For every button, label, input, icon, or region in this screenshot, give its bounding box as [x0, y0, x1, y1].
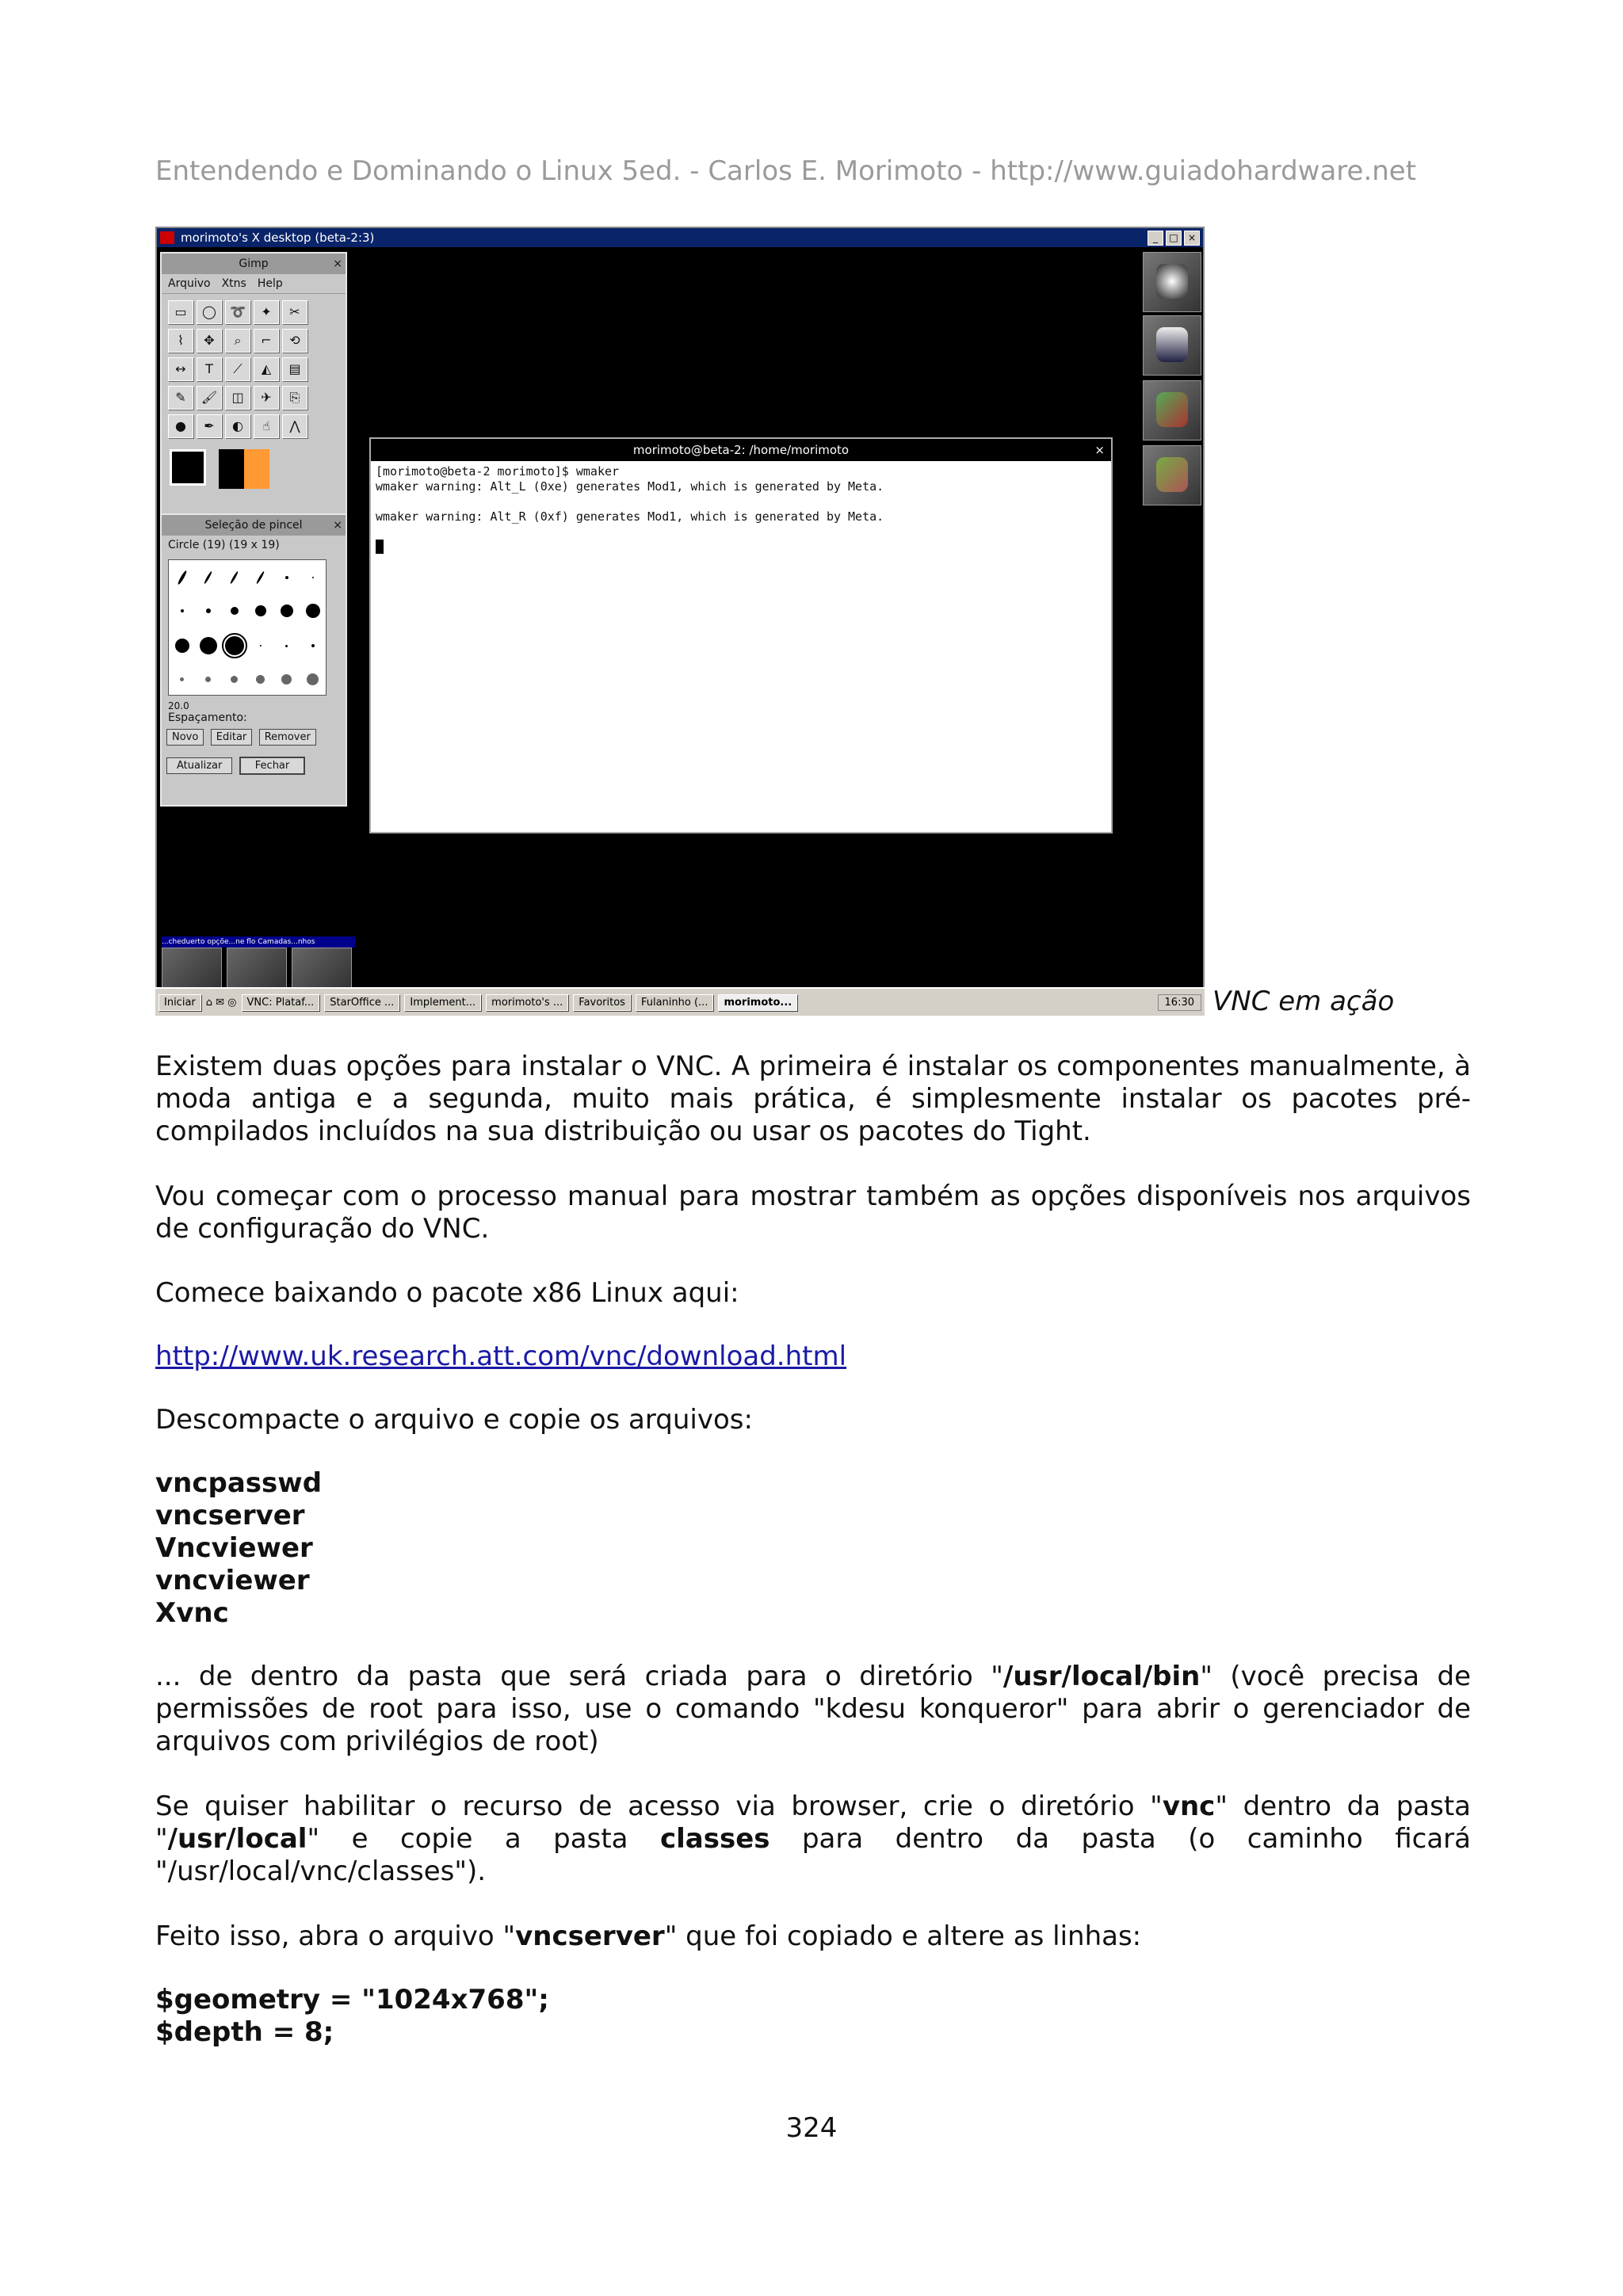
- bucket-icon[interactable]: ◭: [254, 357, 279, 381]
- gimp-menu-arquivo[interactable]: Arquivo: [168, 277, 211, 290]
- gimp-menu: [162, 274, 346, 294]
- window-controls: [1148, 231, 1200, 246]
- figure-caption: VNC em ação: [1212, 986, 1395, 1017]
- gimp-title: Gimp ×: [162, 254, 346, 274]
- download-link[interactable]: http://www.uk.research.att.com/vnc/download.html: [155, 1341, 847, 1372]
- paragraph: Comece baixando o pacote x86 Linux aqui:: [155, 1277, 739, 1309]
- flip-icon[interactable]: ↔: [168, 357, 193, 381]
- gimp-menu-help[interactable]: Help: [257, 277, 283, 290]
- paragraph: Feito isso, abra o arquivo "vncserver" que foi copiado e altere as linhas:: [155, 1920, 1142, 1952]
- spacing-value: 20.0: [168, 700, 189, 711]
- terminal-window: [369, 437, 1113, 833]
- paragraph: Se quiser habilitar o recurso de acesso via browser, crie o diretório "vnc" dentro da pasta "/usr/local" e copie a pasta classes para dentro da pasta (o caminho ficará "/usr/local/vnc/classes").: [155, 1791, 1471, 1887]
- maximize-icon[interactable]: □: [1166, 231, 1182, 246]
- clock: 16:30: [1164, 996, 1194, 1009]
- page-number: 324: [785, 2112, 838, 2144]
- rect-select-icon[interactable]: ▭: [168, 300, 193, 324]
- move-icon[interactable]: ✥: [197, 329, 222, 353]
- dock-tile[interactable]: [1143, 315, 1201, 376]
- taskbar-item[interactable]: VNC: Plataf...: [242, 994, 320, 1011]
- clone-icon[interactable]: ⎘: [282, 386, 307, 410]
- gimp-color-area: [162, 444, 346, 494]
- dodge-icon[interactable]: ◐: [225, 414, 250, 438]
- close-icon[interactable]: ×: [1094, 443, 1105, 457]
- page-header: Entendendo e Dominando o Linux 5ed. - Carlos E. Morimoto - http://www.guiadohardware.net: [155, 155, 1417, 187]
- brush-footer: [162, 750, 346, 781]
- file-item: Xvnc: [155, 1597, 229, 1629]
- dock-tile[interactable]: [1143, 380, 1201, 441]
- crop-icon[interactable]: ⌐: [254, 329, 279, 353]
- file-item: vncviewer: [155, 1565, 310, 1596]
- taskbar-item-active[interactable]: morimoto...: [718, 994, 797, 1011]
- spacing-label: Espaçamento:: [168, 711, 247, 724]
- gradient-preview[interactable]: [219, 449, 269, 489]
- close-icon[interactable]: ×: [333, 257, 342, 270]
- pencil-icon[interactable]: ✎: [168, 386, 193, 410]
- text-cursor: [376, 540, 384, 554]
- terminal-line: [376, 494, 1106, 509]
- code-block: [155, 1984, 1471, 2049]
- vnc-window-titlebar: [157, 228, 1203, 247]
- terminal-line: wmaker warning: Alt_L (0xe) generates Mod1, which is generated by Meta.: [376, 479, 884, 494]
- zoom-icon[interactable]: ⌕: [225, 329, 250, 353]
- close-icon[interactable]: ×: [1184, 231, 1200, 246]
- remove-brush-button[interactable]: Remover: [259, 729, 316, 746]
- paragraph: ... de dentro da pasta que será criada para o diretório "/usr/local/bin" (você precisa de permissões de root para isso, use o comando "kdesu konqueror" para abrir o gerenciador de arquivos com privilégios de root): [155, 1661, 1472, 1757]
- eraser-icon[interactable]: ◫: [225, 386, 250, 410]
- foreground-color[interactable]: [170, 449, 206, 486]
- quicklaunch-icon[interactable]: ⌂ ✉ ◎: [205, 996, 237, 1009]
- terminal-title: morimoto@beta-2: /home/morimoto: [632, 443, 850, 457]
- brush-grid[interactable]: [168, 559, 327, 696]
- taskbar-item[interactable]: morimoto's ...: [486, 994, 568, 1011]
- terminal-line: [morimoto@beta-2 morimoto]$ wmaker: [376, 464, 620, 479]
- brush-icon[interactable]: 🖌: [197, 386, 222, 410]
- ellipse-select-icon[interactable]: ◯: [197, 300, 222, 324]
- bezier-icon[interactable]: ⌇: [168, 329, 193, 353]
- dock-tile[interactable]: [1143, 445, 1201, 505]
- gimp-tool-grid: [162, 294, 346, 444]
- paragraph: Vou começar com o processo manual para mostrar também as opções disponíveis nos arquivos de configuração do VNC.: [155, 1180, 1471, 1245]
- measure-icon[interactable]: ⋀: [282, 414, 307, 438]
- vnc-screenshot: [155, 227, 1205, 1014]
- vnc-window-title: morimoto's X desktop (beta-2:3): [181, 231, 375, 245]
- paragraph: Existem duas opções para instalar o VNC. A primeira é instalar os componentes manualmente, à moda antiga e a segunda, muito mais prática, é simplesmente instalar os pacotes pré-compilados incluídos na sua distribuição ou usar os pacotes do Tight.: [155, 1051, 1471, 1147]
- brush-panel-title: Seleção de pincel ×: [162, 515, 346, 536]
- file-item: vncpasswd: [155, 1467, 323, 1499]
- taskbar: [155, 987, 1205, 1016]
- brush-panel: [160, 513, 347, 807]
- picker-icon[interactable]: ⟋: [225, 357, 250, 381]
- code-line: $depth = 8;: [155, 2016, 334, 2048]
- transform-icon[interactable]: ⟲: [282, 329, 307, 353]
- scissors-icon[interactable]: ✂: [282, 300, 307, 324]
- minimize-icon[interactable]: _: [1148, 231, 1163, 246]
- taskbar-item[interactable]: Favoritos: [573, 994, 631, 1011]
- new-brush-button[interactable]: Novo: [166, 729, 204, 746]
- taskbar-item[interactable]: StarOffice ...: [324, 994, 399, 1011]
- gradient-icon[interactable]: ▤: [282, 357, 307, 381]
- file-list: [155, 1467, 1471, 1630]
- brush-buttons: [162, 724, 346, 750]
- gimp-toolbox: [160, 252, 347, 531]
- refresh-button[interactable]: Atualizar: [166, 757, 232, 774]
- lasso-icon[interactable]: ➰: [225, 300, 250, 324]
- close-panel-button[interactable]: Fechar: [239, 757, 305, 775]
- edit-brush-button[interactable]: Editar: [211, 729, 253, 746]
- ink-icon[interactable]: ✒: [197, 414, 222, 438]
- vnc-app-icon: [160, 231, 174, 244]
- terminal-line: wmaker warning: Alt_R (0xf) generates Mod1, which is generated by Meta.: [376, 509, 884, 524]
- close-icon[interactable]: ×: [333, 519, 342, 532]
- smudge-icon[interactable]: ☝: [254, 414, 279, 438]
- system-tray: [1158, 994, 1201, 1011]
- terminal-titlebar: [371, 439, 1111, 461]
- dock-tile[interactable]: [1143, 252, 1201, 312]
- miniwindow-titles: ...cheduerto opçõe...ne flo Camadas...nhos: [162, 936, 355, 948]
- terminal-output[interactable]: [371, 461, 1111, 561]
- text-icon[interactable]: T: [197, 357, 222, 381]
- code-line: $geometry = "1024x768";: [155, 1984, 549, 2016]
- brush-label: Circle (19) (19 x 19): [168, 539, 280, 551]
- file-item: vncserver: [155, 1500, 305, 1531]
- taskbar-item[interactable]: Implement...: [404, 994, 481, 1011]
- gimp-menu-xtns[interactable]: Xtns: [221, 277, 246, 290]
- wand-icon[interactable]: ✦: [254, 300, 279, 324]
- paragraph: Descompacte o arquivo e copie os arquivos:: [155, 1404, 753, 1436]
- convolve-icon[interactable]: ●: [168, 414, 193, 438]
- airbrush-icon[interactable]: ✈: [254, 386, 279, 410]
- file-item: Vncviewer: [155, 1532, 313, 1564]
- taskbar-item[interactable]: Fulaninho (...: [636, 994, 713, 1011]
- start-button[interactable]: Iniciar: [158, 994, 201, 1011]
